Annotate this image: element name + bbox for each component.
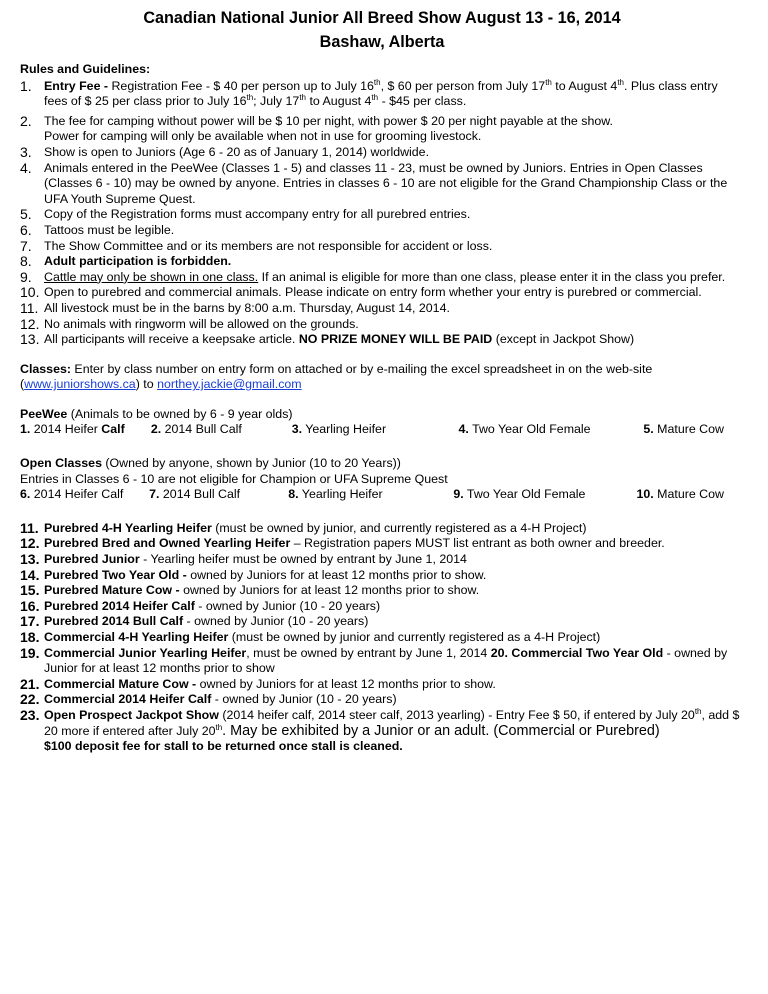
- rule-number: 9.: [20, 268, 32, 285]
- class-number: 10.: [636, 487, 654, 502]
- class-desc: , must be owned by entrant by June 1, 2014: [246, 645, 491, 660]
- class-desc: - Yearling heifer must be owned by entrant by June 1, 2014: [139, 552, 467, 567]
- class-number: 2.: [150, 422, 162, 437]
- class-number: 15.: [20, 582, 40, 599]
- peewee-label: PeeWee: [20, 406, 68, 421]
- rule-item: [20, 239, 744, 255]
- rule-text: Animals entered in the PeeWee (Classes 1 - 5) and classes 11 - 23, must be owned by Juniors. Entries in Open Classes (Classes 6 - 10) may be owned by anyone. Entries in classes 6 - 10 are not eligible for the Grand Championship Class or the UFA Youth Supreme Quest.: [44, 160, 728, 206]
- class-title: 20. Commercial Two Year Old: [490, 645, 664, 660]
- class-item: [20, 677, 744, 693]
- rule-item: [20, 114, 744, 145]
- class-entry: [149, 487, 279, 503]
- class-name: Mature Cow: [653, 422, 724, 437]
- rule-text: Registration Fee - $ 40 per person up to July 16: [111, 78, 374, 93]
- rule-number: 1.: [20, 77, 32, 94]
- rule-underline: Cattle may only be shown in one class.: [44, 269, 259, 284]
- class-item: [20, 568, 744, 584]
- rule-item: [20, 317, 744, 333]
- class-title: Commercial 2014 Heifer Calf: [44, 692, 212, 707]
- rule-text: to August 4: [306, 94, 372, 109]
- class-number: 17.: [20, 613, 40, 630]
- rule-item: [20, 207, 744, 223]
- classes-label: Classes:: [20, 361, 71, 376]
- class-item: [20, 536, 744, 552]
- rule-number: 12.: [20, 315, 40, 332]
- class-title: Commercial Junior Yearling Heifer: [44, 645, 247, 660]
- class-name: Yearling Heifer: [298, 487, 383, 502]
- ordinal-suffix: th: [617, 77, 624, 87]
- class-desc: (2014 heifer calf, 2014 steer calf, 2013 yearling) - Entry Fee $ 50, if entered by July 20: [218, 707, 695, 722]
- class-desc: (must be owned by junior, and currently registered as a 4-H Project): [211, 520, 587, 535]
- class-desc: - owned by Junior (10 - 20 years): [194, 598, 381, 613]
- rule-text: Show is open to Juniors (Age 6 - 20 as of January 1, 2014) worldwide.: [44, 144, 430, 159]
- class-desc: , add $ 20 more if entered after July 20: [44, 707, 740, 738]
- rule-item: [20, 270, 744, 286]
- rule-number: 11.: [20, 299, 39, 316]
- class-name: 2014 Bull Calf: [159, 487, 241, 502]
- rule-number: 8.: [20, 253, 32, 270]
- class-title: Purebred Mature Cow -: [44, 583, 184, 598]
- open-section: [20, 456, 744, 503]
- class-note: $100 deposit fee for stall to be returned once stall is cleaned.: [44, 739, 403, 754]
- rule-bold: NO PRIZE MONEY WILL BE PAID: [298, 332, 493, 347]
- class-entry: [151, 422, 281, 438]
- class-number: 9.: [453, 487, 464, 502]
- rule-bold: Adult participation is forbidden.: [44, 254, 232, 269]
- rule-text: No animals with ringworm will be allowed on the grounds.: [44, 316, 359, 331]
- open-desc: (Owned by anyone, shown by Junior (10 to 20 Years)): [101, 456, 401, 471]
- class-name: 2014 Heifer Calf: [30, 487, 124, 502]
- class-number: 3.: [291, 422, 303, 437]
- class-title: Purebred 2014 Heifer Calf: [44, 598, 195, 613]
- class-number: 16.: [20, 597, 40, 614]
- ordinal-suffix: th: [246, 93, 254, 103]
- class-name-bold: Calf: [101, 422, 125, 437]
- rule-number: 3.: [20, 143, 32, 160]
- rule-item: [20, 223, 744, 239]
- ordinal-suffix: th: [545, 77, 552, 87]
- class-title: Purebred Bred and Owned Yearling Heifer: [44, 536, 291, 551]
- class-title: Purebred 4-H Yearling Heifer: [44, 520, 212, 535]
- class-title: Open Prospect Jackpot Show: [44, 707, 219, 722]
- class-title: Purebred Junior: [44, 552, 140, 567]
- classes-intro: [20, 362, 744, 393]
- class-number: 11.: [20, 519, 39, 536]
- class-desc: - owned by Junior (10 - 20 years): [183, 614, 369, 629]
- class-name: Yearling Heifer: [302, 422, 387, 437]
- ordinal-suffix: th: [694, 706, 702, 716]
- class-title: Commercial Mature Cow -: [44, 676, 200, 691]
- class-item: [20, 692, 744, 708]
- class-item: [20, 630, 744, 646]
- class-title: Purebred Two Year Old -: [44, 567, 191, 582]
- rule-number: 2.: [20, 112, 32, 129]
- class-entry: [459, 422, 633, 438]
- rule-text: (except in Jackpot Show): [492, 332, 635, 347]
- email-link[interactable]: northey.jackie@gmail.com: [157, 377, 302, 392]
- rule-number: 13.: [20, 331, 40, 348]
- class-entry: [20, 422, 140, 438]
- class-name: 2014 Heifer: [30, 422, 102, 437]
- class-entry: [637, 487, 724, 503]
- class-number: 1.: [20, 422, 31, 437]
- rule-text: The fee for camping without power will be $ 10 per night, with power $ 20 per night payable at the show.: [44, 113, 613, 128]
- rule-text: All livestock must be in the barns by 8:00 a.m. Thursday, August 14, 2014.: [44, 300, 450, 315]
- rule-text: If an animal is eligible for more than one class, please enter it in the class you prefer.: [258, 269, 726, 284]
- class-entry: [292, 422, 448, 438]
- class-desc: – Registration papers MUST list entrant as both owner and breeder.: [290, 536, 665, 551]
- class-title: Commercial 4-H Yearling Heifer: [44, 630, 229, 644]
- rule-number: 6.: [20, 221, 32, 238]
- rules-heading: Rules and Guidelines:: [20, 62, 151, 76]
- class-item: [20, 614, 744, 630]
- rule-text: Tattoos must be legible.: [44, 222, 175, 237]
- classes-list: [20, 521, 744, 755]
- rule-item: [20, 79, 744, 110]
- class-desc: - owned by Junior for at least 12 months prior to show: [44, 645, 728, 676]
- class-title: Purebred 2014 Bull Calf: [44, 614, 184, 629]
- ordinal-suffix: th: [215, 722, 223, 732]
- rule-text: All participants will receive a keepsake article.: [44, 332, 299, 347]
- rule-text: - $45 per class.: [378, 94, 467, 109]
- rule-item: [20, 145, 744, 161]
- rule-item: [20, 332, 744, 348]
- rule-item: [20, 254, 744, 270]
- class-entry: [453, 487, 627, 503]
- peewee-classes-row: [20, 422, 744, 438]
- class-desc: owned by Juniors for at least 12 months prior to show.: [199, 676, 496, 691]
- rule-number: 5.: [20, 206, 32, 223]
- class-number: 23.: [20, 706, 40, 723]
- rule-text: , $ 60 per person from July 17: [380, 78, 546, 93]
- open-label: Open Classes: [20, 456, 102, 471]
- rule-text: Open to purebred and commercial animals. Please indicate on entry form whether your entry is purebred or commercial.: [44, 285, 702, 300]
- rule-number: 4.: [20, 159, 32, 176]
- class-desc: . May be exhibited by a Junior or an adult. (Commercial or Purebred): [222, 722, 660, 739]
- ordinal-suffix: th: [299, 93, 306, 103]
- class-number: 22.: [20, 691, 40, 708]
- rule-text: . Plus class entry fees of $ 25 per class prior to July 16: [44, 78, 718, 109]
- ordinal-suffix: th: [371, 93, 379, 103]
- class-number: 12.: [20, 535, 40, 552]
- classes-intro-mid: ) to: [135, 377, 158, 392]
- class-entry: [20, 487, 140, 503]
- class-name: Two Year Old Female: [463, 487, 586, 502]
- rule-number: 7.: [20, 237, 32, 254]
- rule-item: [20, 301, 744, 317]
- peewee-section: [20, 407, 744, 438]
- class-number: 7.: [149, 487, 160, 502]
- class-number: 13.: [20, 551, 40, 568]
- class-number: 5.: [643, 422, 654, 437]
- class-number: 8.: [288, 487, 299, 502]
- classes-intro-text: Enter by class number on entry form on attached or by e-mailing the excel spreadsheet in on the web-site (: [20, 361, 653, 392]
- class-item: [20, 599, 744, 615]
- open-classes-row: [20, 487, 744, 503]
- open-note: Entries in Classes 6 - 10 are not eligible for Champion or UFA Supreme Quest: [20, 471, 448, 486]
- class-item: [20, 552, 744, 568]
- class-desc: (must be owned by junior and currently registered as a 4-H Project): [228, 630, 601, 644]
- rule-item: [20, 161, 744, 208]
- class-desc: owned by Juniors for at least 12 months prior to show.: [183, 583, 480, 598]
- ordinal-suffix: th: [373, 77, 381, 87]
- document-title: Canadian National Junior All Breed Show August 13 - 16, 2014: [143, 9, 621, 27]
- document-subtitle: Bashaw, Alberta: [319, 33, 445, 51]
- class-desc: owned by Juniors for at least 12 months prior to show.: [190, 567, 487, 582]
- rule-text: Power for camping will only be available when not in use for grooming livestock.: [44, 129, 482, 144]
- class-name: Two Year Old Female: [468, 422, 591, 437]
- class-item: [20, 521, 744, 537]
- class-number: 19.: [20, 644, 40, 661]
- rule-text: The Show Committee and or its members are not responsible for accident or loss.: [44, 238, 493, 253]
- class-number: 18.: [20, 629, 40, 645]
- rule-text: ; July 17: [253, 94, 300, 109]
- rules-list: [20, 79, 744, 348]
- class-entry: [288, 487, 444, 503]
- rule-text: Copy of the Registration forms must accompany entry for all purebred entries.: [44, 207, 471, 222]
- class-number: 6.: [20, 487, 31, 502]
- rule-bold: Entry Fee -: [44, 78, 112, 93]
- class-item: [20, 646, 744, 677]
- rule-item: [20, 285, 744, 301]
- website-link[interactable]: www.juniorshows.ca: [24, 377, 136, 392]
- class-item: [20, 708, 744, 755]
- class-number: 14.: [20, 566, 40, 583]
- class-number: 4.: [458, 422, 469, 437]
- rule-text: to August 4: [551, 78, 618, 93]
- class-name: 2014 Bull Calf: [161, 422, 242, 437]
- class-entry: [643, 422, 724, 438]
- class-number: 21.: [20, 675, 40, 692]
- class-item: [20, 583, 744, 599]
- rule-number: 10.: [20, 284, 40, 301]
- peewee-desc: (Animals to be owned by 6 - 9 year olds): [67, 406, 293, 421]
- class-name: Mature Cow: [653, 487, 724, 502]
- class-desc: - owned by Junior (10 - 20 years): [211, 692, 397, 707]
